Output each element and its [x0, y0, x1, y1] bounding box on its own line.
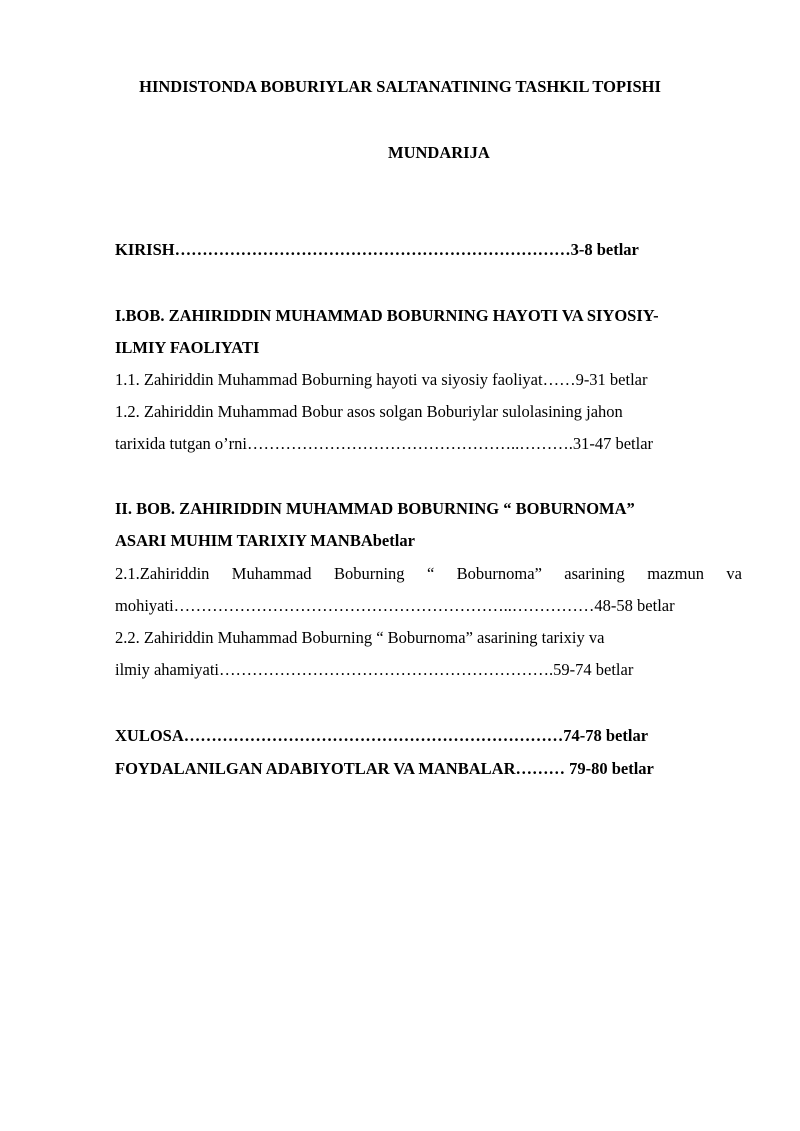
toc-entry-1-1: 1.1. Zahiriddin Muhammad Boburning hayoti va siyosiy faoliyat……9-31 betlar [115, 370, 648, 389]
toc-entry-2-1-cont: mohiyati……………………………………………………..……………48-58 betlar [115, 596, 675, 615]
toc-entry-1-2: 1.2. Zahiriddin Muhammad Bobur asos solgan Boburiylar sulolasining jahon [115, 402, 623, 421]
toc-heading: MUNDARIJA [388, 143, 490, 162]
toc-entry-2-1: 2.1.Zahiriddin Muhammad Boburning “ Boburnoma” asarining mazmun va [115, 564, 742, 583]
toc-entry-2-2-cont: ilmiy ahamiyati…………………………………………………….59-74 betlar [115, 660, 634, 679]
toc-chapter-1-heading: I.BOB. ZAHIRIDDIN MUHAMMAD BOBURNING HAYOTI VA SIYOSIY- [115, 306, 659, 325]
document-title: HINDISTONDA BOBURIYLAR SALTANATINING TASHKIL TOPISHI [139, 77, 661, 96]
toc-entry-bibliography: FOYDALANILGAN ADABIYOTLAR VA MANBALAR……… 79-80 betlar [115, 759, 654, 778]
toc-chapter-1-heading-cont: ILMIY FAOLIYATI [115, 338, 260, 357]
toc-chapter-2-heading: II. BOB. ZAHIRIDDIN MUHAMMAD BOBURNING “ BOBURNOMA” [115, 499, 635, 518]
toc-entry-2-2: 2.2. Zahiriddin Muhammad Boburning “ Boburnoma” asarining tarixiy va [115, 628, 605, 647]
toc-entry-1-2-cont: tarixida tutgan o’rni…………………………………………..……….31-47 betlar [115, 434, 654, 453]
toc-chapter-2-heading-cont: ASARI MUHIM TARIXIY MANBAbetlar [115, 531, 415, 550]
toc-entry-xulosa: XULOSA……………………………………………………………74-78 betlar [115, 726, 649, 745]
toc-entry-kirish: KIRISH………………………………………………………………3-8 betlar [115, 240, 639, 259]
